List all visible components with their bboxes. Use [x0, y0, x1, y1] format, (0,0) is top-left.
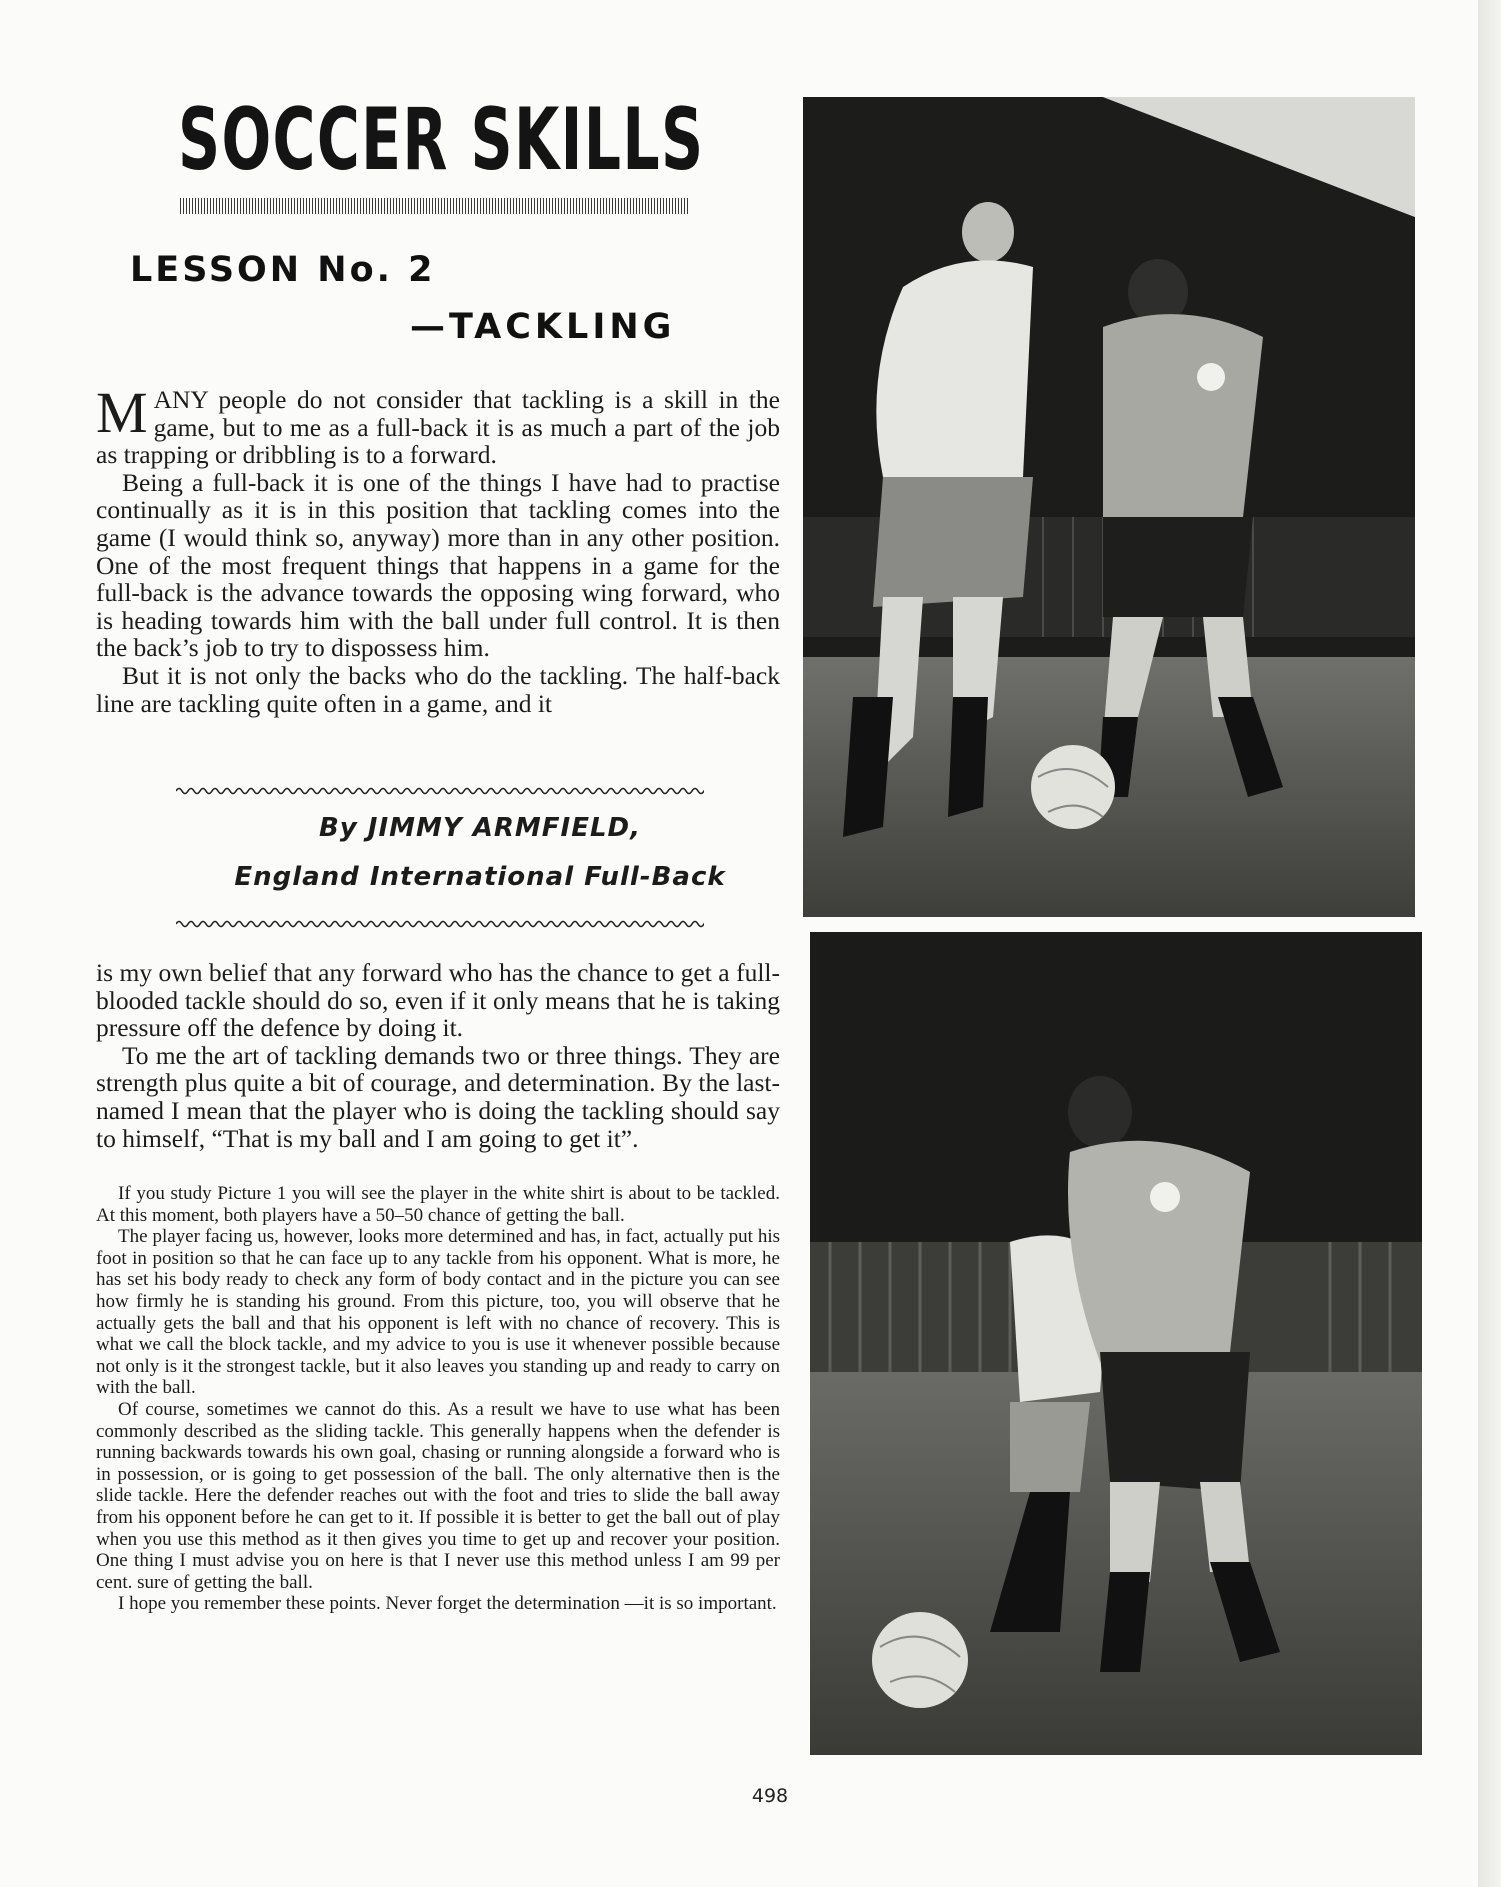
byline-author: By JIMMY ARMFIELD, [318, 813, 642, 843]
paragraph-1: MANY people do not consider that tackling is a skill in the game, but to me as a full-back it is as much a part of the job as trapping or dribbling is to a forward. [96, 380, 780, 470]
paragraph-7: The player facing us, however, looks more determined and has, in fact, actually put his foot in position so that he can face up to any tackle from his opponent. What is more, he has set his body ready to check any form of body contact and in the picture you can see how firmly he is standing his ground. From this picture, too, you will observe that he actually gets the ball and that his opponent is left with no chance of recovery. This is what we call the block tackle, and my advice to you is use it whenever possible because not only is it the strongest tackle, but it also leaves you standing up and ready to carry on with the ball. [96, 1226, 780, 1399]
page-edge [1478, 0, 1501, 1887]
page-number: 498 [751, 1785, 789, 1807]
byline-role: England International Full-Back [234, 862, 726, 892]
paragraph-6: If you study Picture 1 you will see the player in the white shirt is about to be tackled. At this moment, both players have a 50–50 chance of getting the ball. [96, 1183, 780, 1226]
title-underline [180, 198, 688, 214]
paragraph-4: is my own belief that any forward who has the chance to get a full-blooded tackle should do so, even if it only means that he is taking pressure off the defence by doing it. [96, 958, 780, 1043]
paragraph-2: Being a full-back it is one of the things I have had to practise continually as it is in this position that tackling comes into the game (I would think so, anyway) more than in any other position. One of the most frequent things that happens in a game for the full-back is the advance towards the opposing wing forward, who is heading towards him with the ball under full control. It is then the back’s job to try to dispossess him. [96, 467, 780, 663]
wavy-divider-bottom [176, 917, 704, 931]
drop-cap: M [96, 380, 148, 445]
lesson-heading: LESSON No. 2 [130, 250, 436, 290]
paragraph-8: Of course, sometimes we cannot do this. As a result we have to use what has been commonly described as the sliding tackle. This generally happens when the defender is running backwards towards his own goal, chasing or running alongside a forward who is in possession, or is going to get possession of the ball. The only alternative then is the slide tackle. Here the defender reaches out with the foot and tries to slide the ball away from his opponent before he can get to it. If possible it is better to get the ball out of play when you use this method as it then gives you time to get up and recover your position. One thing I must advise you on here is that I never use this method unless I am 99 per cent. sure of getting the ball. [96, 1398, 780, 1593]
wavy-divider-top [176, 786, 704, 800]
article-continued [96, 1183, 780, 1615]
paragraph-5: To me the art of tackling demands two or three things. They are strength plus quite a bit of courage, and determination. By the last-named I mean that the player who is doing the tackling should say to himself, “That is my ball and I am going to get it”. [96, 1040, 780, 1153]
lesson-subject: —TACKLING [410, 307, 676, 347]
page-title: SOCCER SKILLS [178, 90, 705, 190]
photo-block-tackle-1 [803, 97, 1415, 917]
paragraph-3: But it is not only the backs who do the tackling. The half-back line are tackling quite often in a game, and it [96, 660, 780, 718]
photo-block-tackle-2 [810, 932, 1422, 1755]
article-middle [96, 959, 780, 1152]
article-intro [96, 380, 780, 718]
paragraph-9: I hope you remember these points. Never forget the determination —it is so important. [118, 1593, 777, 1615]
